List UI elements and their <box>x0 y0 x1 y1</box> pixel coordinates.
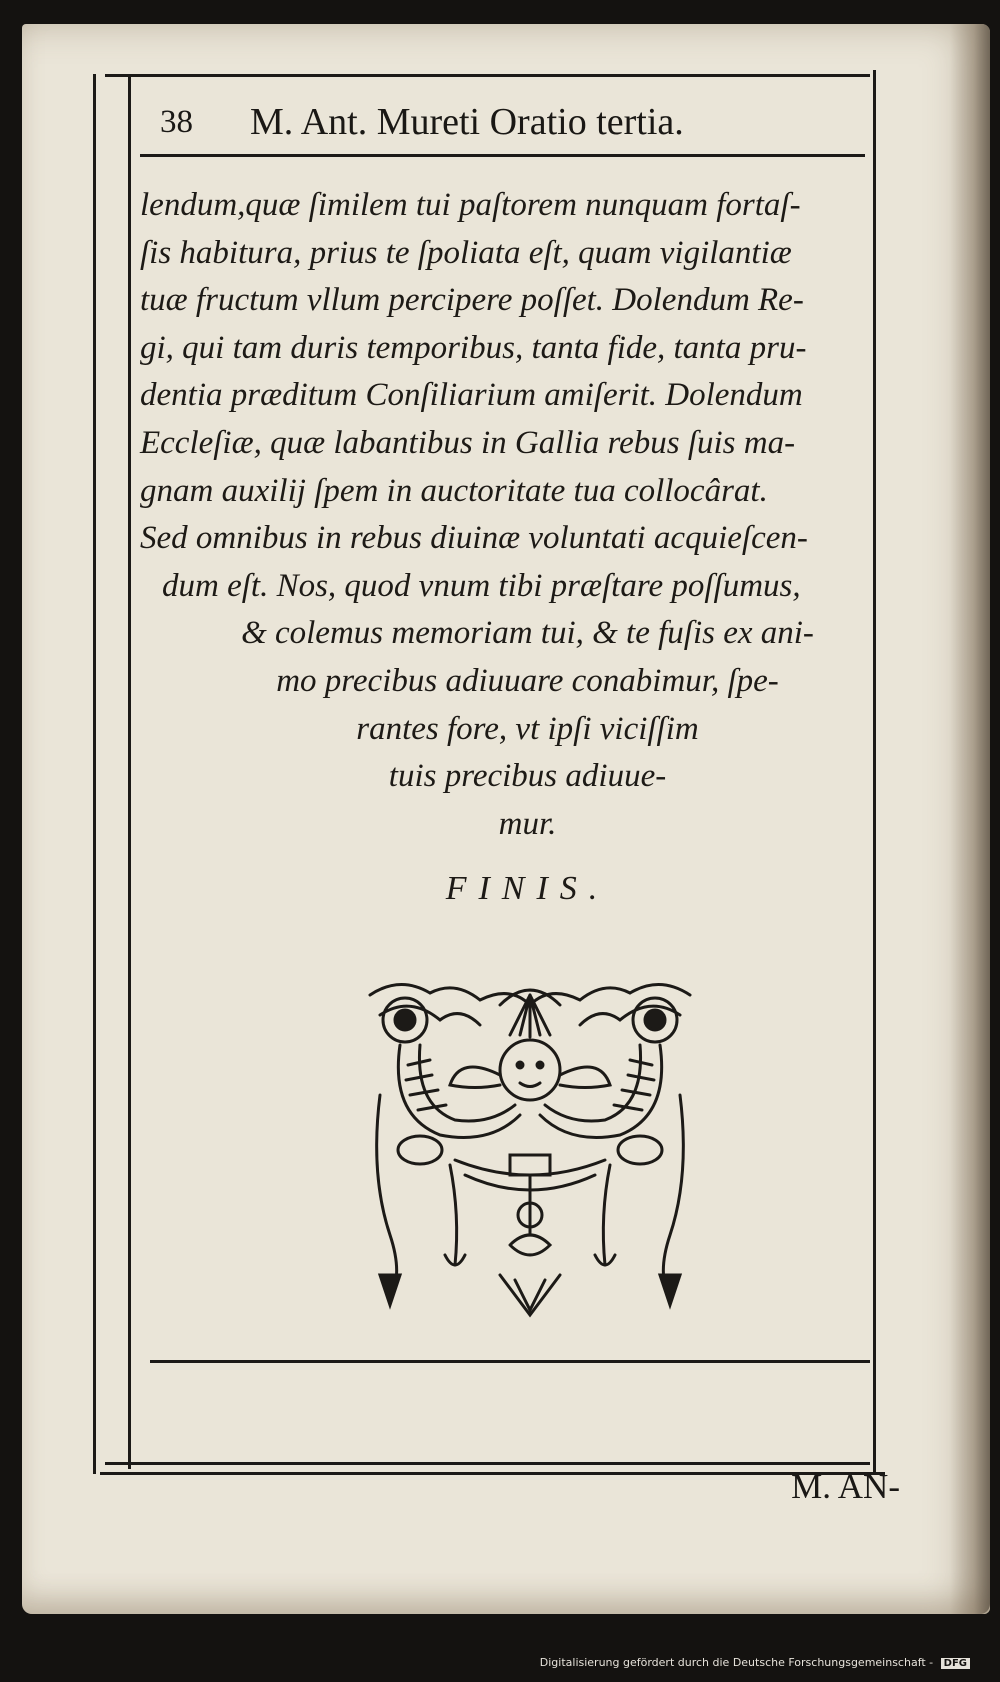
text-line: gi, qui tam duris temporibus, tanta fide, tanta pru- <box>140 329 807 366</box>
page-number: 38 <box>160 104 193 140</box>
text-line: rantes fore, vt ipſi viciſſim <box>356 710 699 747</box>
frame-outer-bottom-rule <box>100 1472 885 1475</box>
page-edge-shadow <box>950 24 990 1614</box>
catchword: M. AN- <box>791 1467 900 1506</box>
footer-credit-text: Digitalisierung gefördert durch die Deutsche Forschungsgemeinschaft - <box>539 1656 934 1669</box>
frame-left-outer-rule <box>93 74 96 1474</box>
frame-top-rule <box>105 74 870 77</box>
text-line: lendum,quæ ſimilem tui paſtorem nunquam fortaſ- <box>140 187 801 223</box>
header-separator-rule <box>140 154 865 157</box>
text-line: dum eſt. Nos, quod vnum tibi præſtare poſſumus, <box>162 567 801 604</box>
running-title: M. Ant. Mureti Oratio tertia. <box>250 101 684 143</box>
footer-credit <box>540 1656 970 1669</box>
dfg-logo[interactable]: DFG <box>941 1658 970 1669</box>
text-line: & colemus memoriam tui, & te fuſis ex ani- <box>241 615 814 652</box>
text-line: Eccleſiæ, quæ labantibus in Gallia rebus ſuis ma- <box>140 424 796 461</box>
finis-label: FINIS. <box>445 870 610 907</box>
text-line: gnam auxilij ſpem in auctoritate tua collocârat. <box>140 472 768 509</box>
text-block <box>140 182 915 848</box>
frame-bottom-rule <box>105 1462 870 1465</box>
text-line: mo precibus adiuuare conabimur, ſpe- <box>276 662 779 699</box>
text-line: tuis precibus adiuue- <box>388 758 667 795</box>
woodcut-headpiece-ornament-icon <box>360 975 700 1320</box>
text-line: dentia præditum Conſiliarium amiſerit. Dolendum <box>140 377 803 414</box>
text-line: ſis habitura, prius te ſpoliata eſt, quam vigilantiæ <box>140 234 792 271</box>
text-line: Sed omnibus in rebus diuinæ voluntati acquieſcen- <box>140 520 808 557</box>
bottom-separator-rule <box>150 1360 870 1363</box>
text-line: tuæ fructum vllum percipere poſſet. Dolendum Re- <box>140 282 804 319</box>
frame-left-inner-rule <box>128 74 131 1469</box>
page-header <box>160 100 860 150</box>
text-line: mur. <box>498 805 557 842</box>
